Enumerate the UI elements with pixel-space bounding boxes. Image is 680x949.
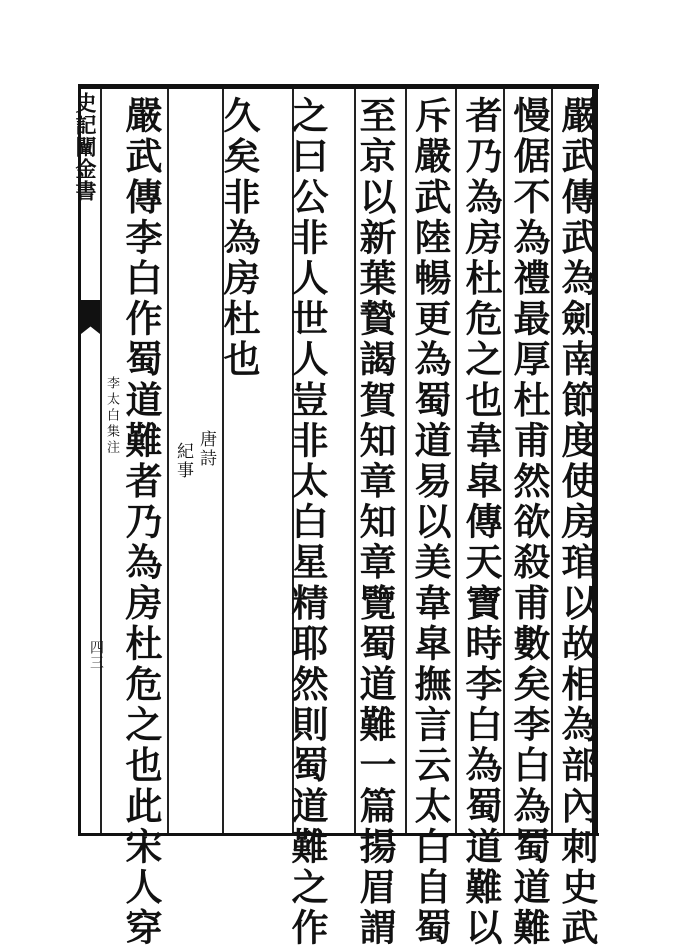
text-column-5: 至京以新葉贄謁賀知章知章覽蜀道難一篇揚眉謂	[353, 96, 397, 949]
frame-top-border	[78, 84, 599, 89]
text-column-7: 久矣非為房杜也	[217, 96, 261, 381]
text-column-2: 慢倨不為禮最厚杜甫然欲殺甫數矣李白為蜀道難	[507, 96, 551, 949]
text-column-4: 斥嚴武陸暢更為蜀道易以美韋皐撫言云太白自蜀	[408, 96, 452, 949]
text-column-6: 之曰公非人世人豈非太白星精耶然則蜀道難之作	[285, 96, 329, 949]
fishtail-mark	[81, 300, 100, 334]
text-column-8: 嚴武傳李白作蜀道難者乃為房杜危之也此宋人穿	[119, 96, 163, 949]
book-title: 史記闡金書	[73, 92, 98, 202]
text-column-1: 嚴武傳武為劍南節度使房琯以故相為部內刺史武	[555, 96, 599, 949]
column-rule	[167, 89, 169, 833]
inline-note-line-1: 唐詩	[196, 430, 216, 468]
spine-rule	[100, 89, 102, 833]
inline-note-line-2: 紀事	[173, 442, 193, 480]
page-number: 四三	[88, 640, 104, 670]
book-subtitle: 李太白集注	[104, 376, 119, 456]
text-column-3: 者乃為房杜危之也韋皐傳天寶時李白為蜀道難以	[459, 96, 503, 949]
